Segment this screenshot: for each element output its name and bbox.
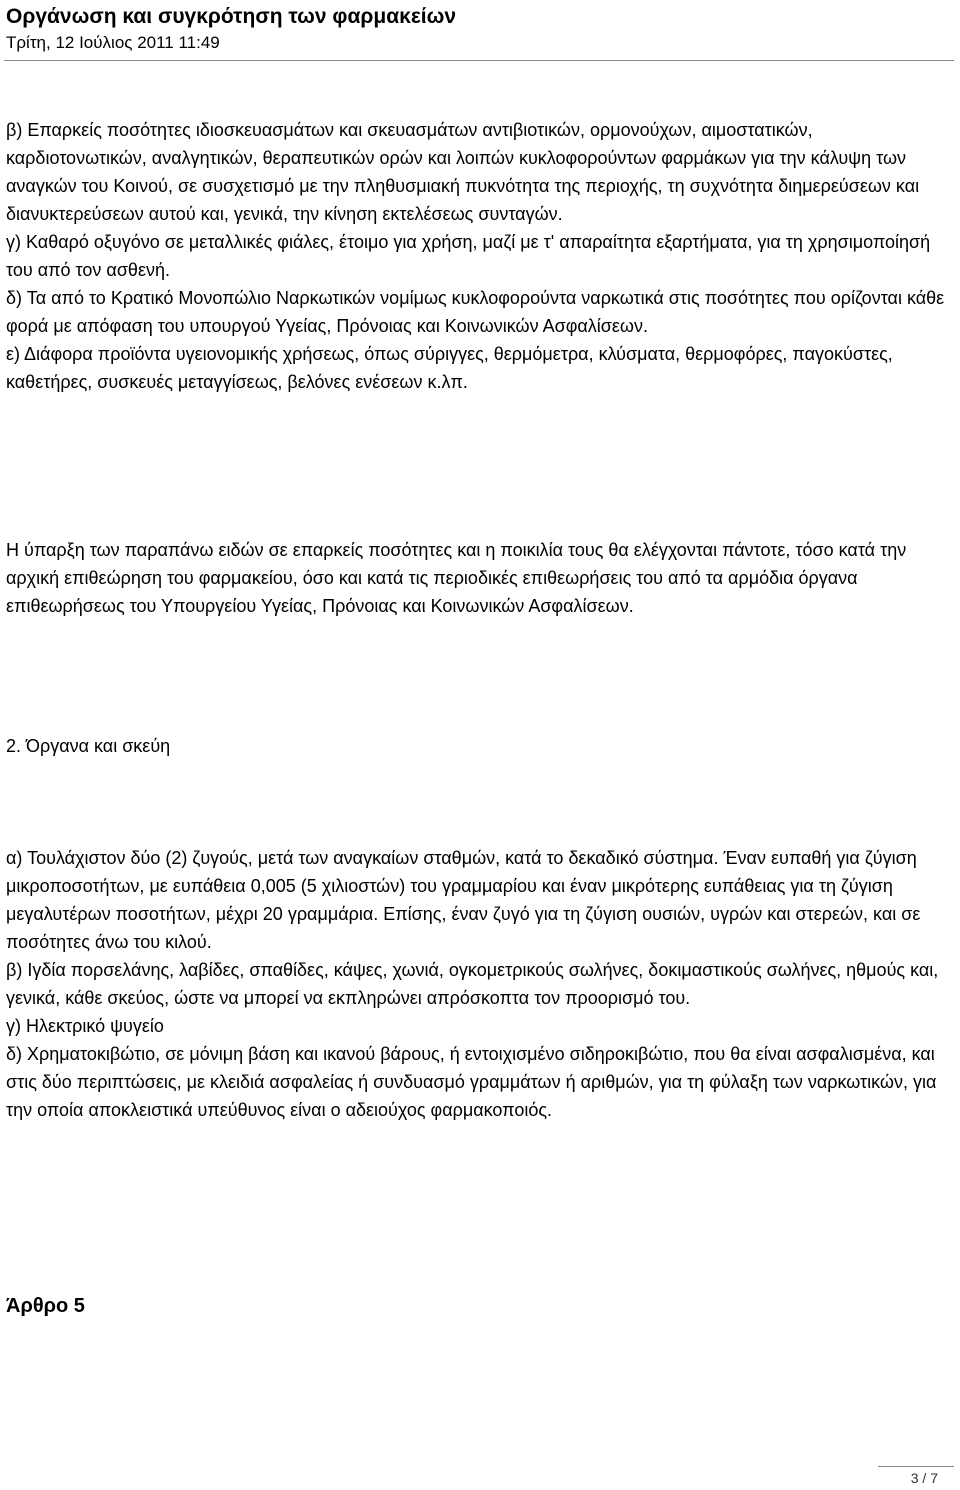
document-date: Τρίτη, 12 Ιούλιος 2011 11:49: [6, 33, 220, 52]
page-number: 3 / 7: [910, 1470, 938, 1486]
equipment-list: [6, 844, 958, 1124]
list-item: γ) Καθαρό οξυγόνο σε μεταλλικές φιάλες, έτοιμο για χρήση, μαζί με τ' απαραίτητα εξαρτήματα, για τη χρησιμοποίησή του από τον ασθενή.: [6, 232, 931, 280]
document-header: [6, 0, 456, 54]
article-heading: Άρθρο 5: [6, 1295, 85, 1317]
header-divider: [4, 60, 954, 61]
footer-divider: [878, 1466, 954, 1467]
section-heading: 2. Όργανα και σκεύη: [6, 736, 171, 756]
list-item: γ) Ηλεκτρικό ψυγείο: [6, 1016, 164, 1036]
document-title: Οργάνωση και συγκρότηση των φαρμακείων: [6, 5, 457, 28]
list-item: ε) Διάφορα προϊόντα υγειονομικής χρήσεως, όπως σύριγγες, θερμόμετρα, κλύσματα, θερμοφόρες, παγοκύστες, καθετήρες, συσκευές μεταγγίσεως, βελόνες ενέσεων κ.λπ.: [6, 344, 893, 392]
list-item: β) Επαρκείς ποσότητες ιδιοσκευασμάτων και σκευασμάτων αντιβιοτικών, ορμονούχων, αιμοστατικών, καρδιοτονωτικών, αναλγητικών, θεραπευτικών ορών και λοιπών κυκλοφορούντων φαρμάκων για την κάλυψη των αναγκών του Κοινού, σε συσχετισμό με την πληθυσμιακή πυκνότητα της περιοχής, τη συχνότητα διημερεύσεων και διανυκτερεύσεων αυτού και, γενικά, την κίνηση εκτελέσεως συνταγών.: [6, 120, 920, 224]
list-item: α) Τουλάχιστον δύο (2) ζυγούς, μετά των αναγκαίων σταθμών, κατά το δεκαδικό σύστημα. Έναν ευπαθή για ζύγιση μικροποσοτήτων, με ευπάθεια 0,005 (5 χιλιοστών) του γραμμαρίου και έναν μικρότερης ευπάθειας για τη ζύγιση μεγαλυτέρων ποσοτήτων, μέχρι 20 γραμμάρια. Επίσης, έναν ζυγό για τη ζύγιση ουσιών, υγρών και στερεών, και σε ποσότητες άνω του κιλού.: [6, 848, 921, 952]
list-item: δ) Τα από το Κρατικό Μονοπώλιο Ναρκωτικών νομίμως κυκλοφορούντα ναρκωτικά στις ποσότητες που ορίζονται κάθε φορά με απόφαση του υπουργού Υγείας, Πρόνοιας και Κοινωνικών Ασφαλίσεων.: [6, 288, 945, 336]
list-item: β) Ιγδία πορσελάνης, λαβίδες, σπαθίδες, κάψες, χωνιά, ογκομετρικούς σωλήνες, δοκιμαστικούς σωλήνες, ηθμούς και, γενικά, κάθε σκεύος, ώστε να μπορεί να εκπληρώνει απρόσκοπτα τον προορισμό του.: [6, 960, 939, 1008]
supplies-list: [6, 116, 958, 396]
list-item: δ) Χρηματοκιβώτιο, σε μόνιμη βάση και ικανού βάρους, ή εντοιχισμένο σιδηροκιβώτιο, που θα είναι ασφαλισμένα, και στις δύο περιπτώσεις, με κλειδιά ασφαλείας ή συνδυασμό γραμμάτων ή αριθμών, για τη φύλαξη των ναρκωτικών, για την οποία αποκλειστικά υπεύθυνος είναι ο αδειούχος φαρμακοποιός.: [6, 1044, 937, 1120]
inspection-paragraph: Η ύπαρξη των παραπάνω ειδών σε επαρκείς ποσότητες και η ποικιλία τους θα ελέγχονται πάντοτε, τόσο κατά την αρχική επιθεώρηση του φαρμακείου, όσο και κατά τις περιοδικές επιθεωρήσεις του από τα αρμόδια όργανα επιθεωρήσεως του Υπουργείου Υγείας, Πρόνοιας και Κοινωνικών Ασφαλίσεων.: [6, 540, 907, 616]
